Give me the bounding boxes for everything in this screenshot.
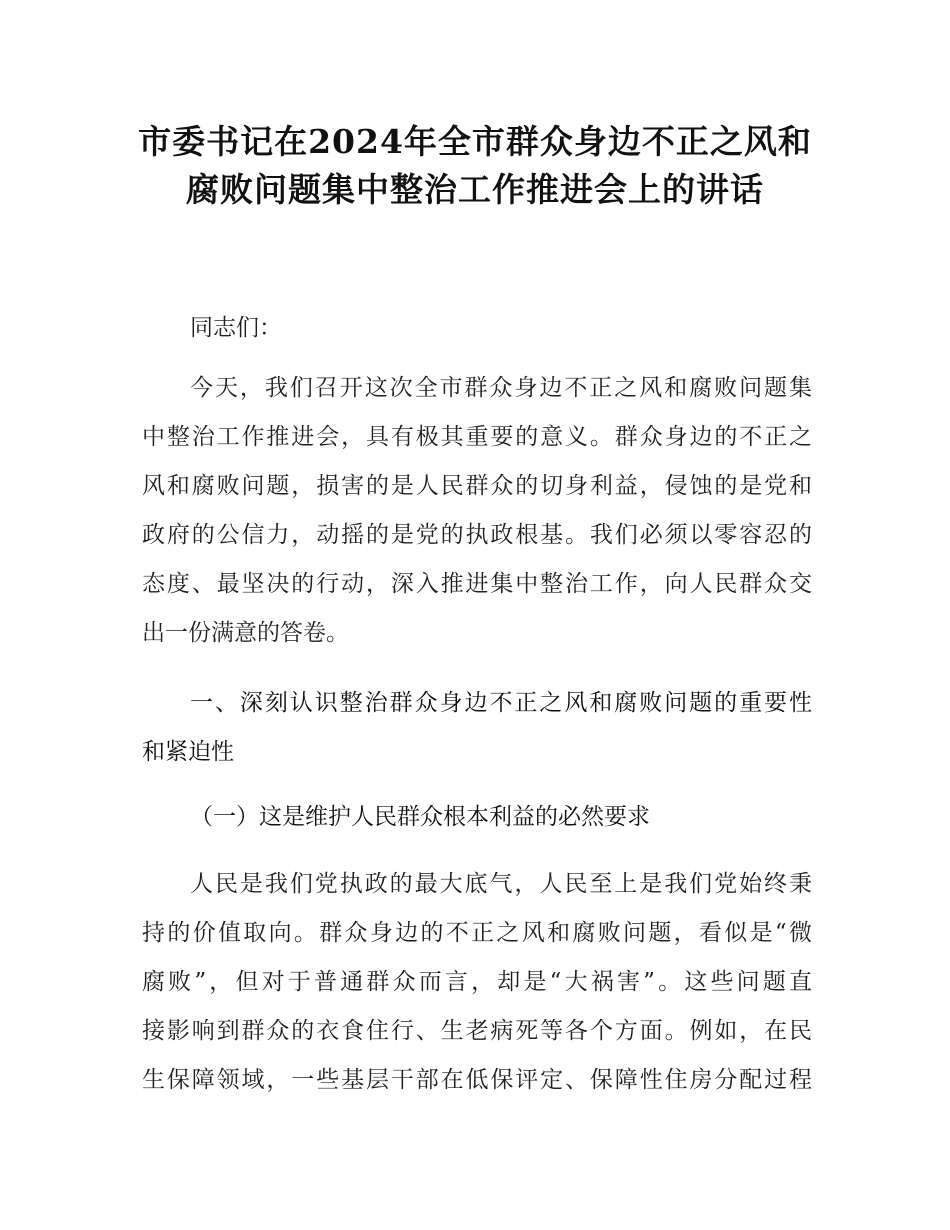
intro-line-6: 出一份满意的答卷。 (142, 620, 349, 646)
section-1-heading-line-2: 和紧迫性 (142, 739, 234, 765)
section-1-heading-line-1: 一、深刻认识整治群众身边不正之风和腐败问题的重要性 (190, 690, 812, 716)
para-2-line-1: 人民是我们党执政的最大底气，人民至上是我们党始终秉 (190, 871, 812, 897)
intro-line-1: 今天，我们召开这次全市群众身边不正之风和腐败问题集 (190, 375, 812, 401)
para-2-line-5: 生保障领域，一些基层干部在低保评定、保障性住房分配过程 (142, 1067, 812, 1093)
intro-line-5: 态度、最坚决的行动，深入推进集中整治工作，向人民群众交 (142, 571, 812, 597)
para-2-line-3: 腐败”，但对于普通群众而言，却是“大祸害”。这些问题直 (142, 969, 812, 995)
para-2-line-4: 接影响到群众的衣食住行、生老病死等各个方面。例如，在民 (142, 1018, 812, 1044)
intro-line-3: 风和腐败问题，损害的是人民群众的切身利益，侵蚀的是党和 (142, 473, 812, 499)
para-2-line-2: 持的价值取向。群众身边的不正之风和腐败问题，看似是“微 (142, 920, 812, 946)
document-title-line-2: 腐败问题集中整治工作推进会上的讲话 (186, 170, 764, 209)
document-title-line-1: 市委书记在2024年全市群众身边不正之风和 (138, 122, 812, 161)
subsection-1-heading: （一）这是维护人民群众根本利益的必然要求 (190, 804, 650, 830)
salutation: 同志们： (190, 315, 282, 341)
intro-line-4: 政府的公信力，动摇的是党的执政根基。我们必须以零容忍的 (142, 522, 812, 548)
intro-line-2: 中整治工作推进会，具有极其重要的意义。群众身边的不正之 (142, 424, 812, 450)
